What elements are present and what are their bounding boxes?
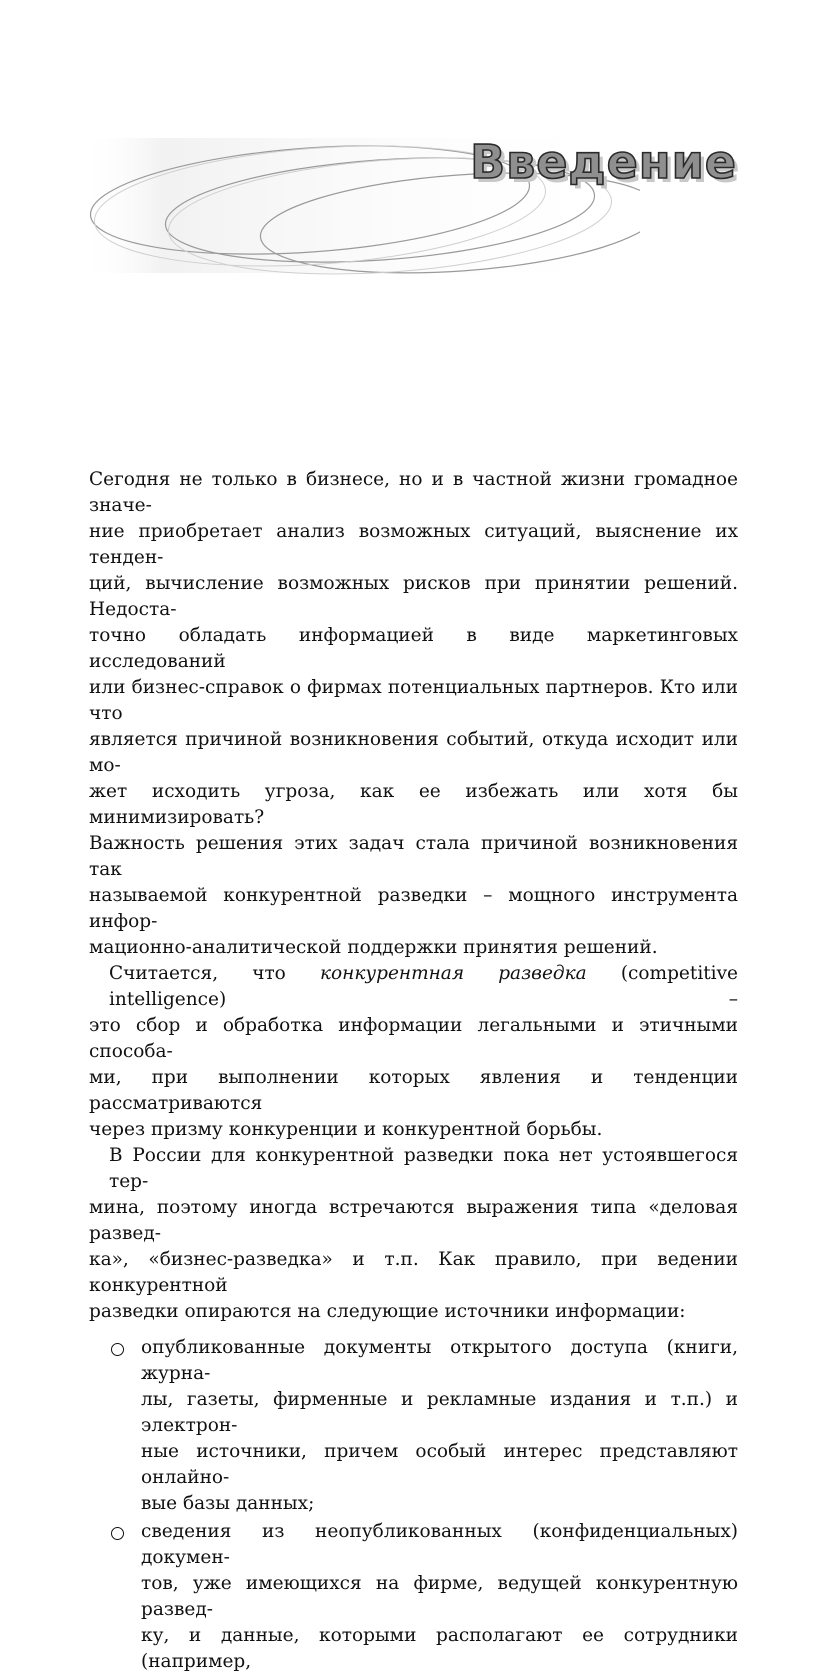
text-line: мационно-аналитической поддержки принятия решений. (89, 937, 658, 958)
sources-list (89, 1335, 738, 1675)
paragraph-3 (89, 1143, 738, 1325)
text-line: ные источники, причем особый интерес представляют онлайно- (141, 1441, 738, 1488)
text-line: Сегодня не только в бизнесе, но и в частной жизни громадное значе- (89, 469, 738, 516)
circle-bullet-icon (111, 1343, 124, 1356)
text-line: является причиной возникновения событий, откуда исходит или мо- (89, 729, 738, 776)
text-line: В России для конкурентной разведки пока нет устоявшегося тер- (109, 1145, 738, 1192)
text-line: это сбор и обработка информации легальными и этичными способа- (89, 1015, 738, 1062)
text-line: опубликованные документы открытого доступа (книги, журна- (141, 1337, 738, 1384)
text-line (89, 961, 738, 1013)
paragraph-2 (89, 961, 738, 1143)
text-line: ций, вычисление возможных рисков при принятии решений. Недоста- (89, 573, 738, 620)
list-item (89, 1335, 738, 1517)
text-line: ка», «бизнес-разведка» и т.п. Как правило, при ведении конкурентной (89, 1249, 738, 1296)
text-line: разведки опираются на следующие источники информации: (89, 1301, 686, 1322)
paragraph-1 (89, 467, 738, 961)
text-run: (competitive intelligence) – (109, 963, 738, 1010)
text-line: ку, и данные, которыми располагают ее сотрудники (например, (141, 1625, 738, 1672)
text-run: Считается, что (109, 963, 320, 984)
text-line: вые базы данных; (141, 1493, 315, 1514)
text-line: через призму конкуренции и конкурентной борьбы. (89, 1119, 603, 1140)
list-item-text (141, 1519, 738, 1675)
text-line: Важность решения этих задач стала причиной возникновения так (89, 833, 738, 880)
emphasized-term: конкурентная разведка (319, 963, 587, 984)
body-text (89, 467, 738, 1677)
text-line: жет исходить угроза, как ее избежать или хотя бы минимизировать? (89, 781, 738, 828)
text-line: точно обладать информацией в виде маркетинговых исследований (89, 625, 738, 672)
text-line: ми, при выполнении которых явления и тенденции рассматриваются (89, 1067, 738, 1114)
text-line: тов, уже имеющихся на фирме, ведущей конкурентную развед- (141, 1573, 738, 1620)
list-item (89, 1519, 738, 1675)
text-line: называемой конкурентной разведки – мощного инструмента инфор- (89, 885, 738, 932)
circle-bullet-icon (111, 1527, 124, 1540)
list-item-text (141, 1335, 738, 1517)
text-line: ние приобретает анализ возможных ситуаций, выяснение их тенден- (89, 521, 738, 568)
text-line: сведения из неопубликованных (конфиденциальных) докумен- (141, 1521, 738, 1568)
text-line: или бизнес-справок о фирмах потенциальных партнеров. Кто или что (89, 677, 738, 724)
chapter-title: Введение (470, 135, 737, 189)
text-line: лы, газеты, фирменные и рекламные издания и т.п.) и электрон- (141, 1389, 738, 1436)
text-line: мина, поэтому иногда встречаются выражения типа «деловая развед- (89, 1197, 738, 1244)
